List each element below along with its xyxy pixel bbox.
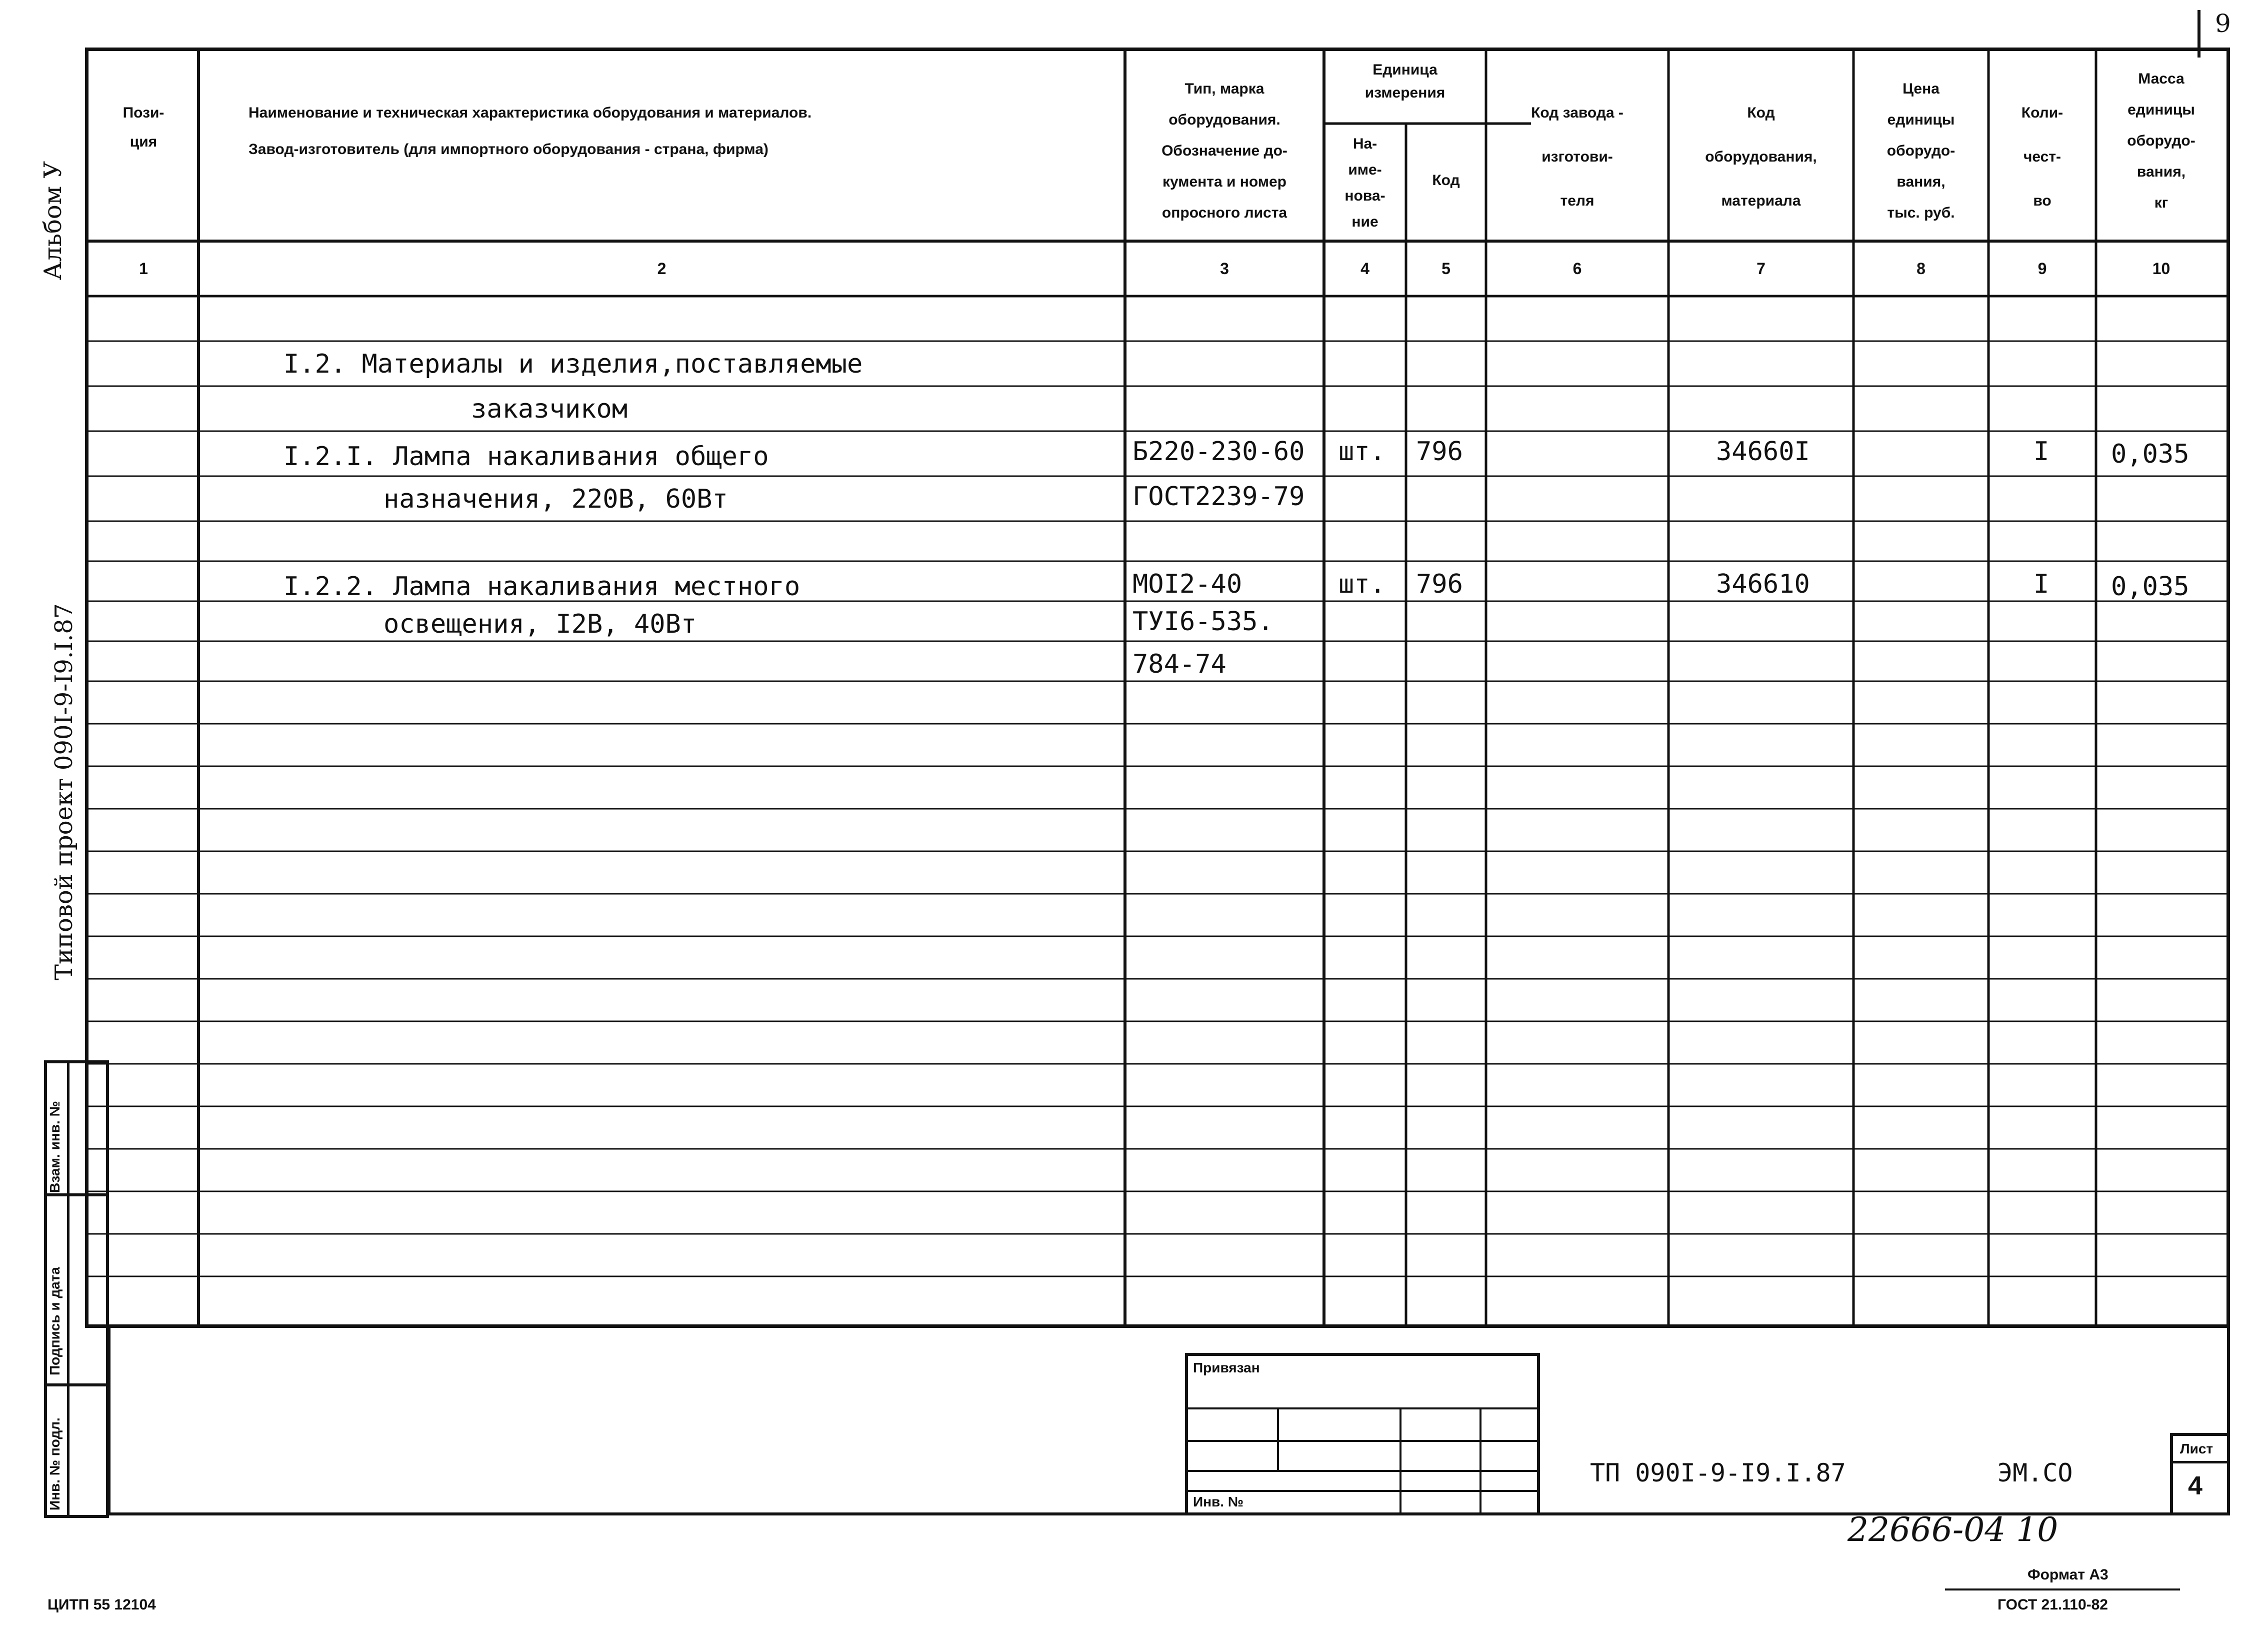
item1-name-line-1: I.2.I. Лампа накаливания общего: [284, 442, 769, 472]
header-unit-code: Код: [1432, 172, 1460, 189]
header-position: Пози- ция: [122, 105, 164, 150]
sheet-number: 4: [2188, 1471, 2202, 1500]
item2-unit-code: 796: [1416, 569, 1463, 599]
item2-type-line-1: МОI2-40: [1132, 569, 1242, 599]
section-title-line-2: заказчиком: [471, 394, 628, 424]
binding-stamp-grid: [1188, 1356, 1537, 1512]
project-label: Типовой проект 090I-9-I9.I.87: [50, 603, 78, 980]
colnum-7: 7: [1756, 260, 1766, 278]
sheet-box: [2170, 1433, 2230, 1515]
side-field-replace-inv: Взам. инв. №: [47, 1101, 62, 1193]
item2-mass: 0,035: [2111, 572, 2190, 602]
header-quantity: Коли- чест- во: [2021, 105, 2064, 209]
colnum-6: 6: [1572, 260, 1582, 278]
item1-quantity: I: [2034, 437, 2050, 467]
specification-table: [85, 48, 2230, 1328]
header-type: Тип, марка оборудования. Обозначение до- кумента и номер опросного листа: [1162, 81, 1288, 221]
item2-name-line-2: освещения, I2В, 40Вт: [384, 609, 697, 639]
section-title-line-1: I.2. Материалы и изделия,поставляемые: [284, 349, 863, 379]
colnum-2: 2: [657, 260, 666, 278]
side-field-signature-date: Подпись и дата: [47, 1267, 62, 1375]
item2-type-line-3: 784-74: [1132, 649, 1226, 679]
item2-name-line-1: I.2.2. Лампа накаливания местного: [284, 572, 800, 602]
side-field-inv-original: Инв. № подл.: [47, 1417, 62, 1510]
footer-format: Формат А3: [2028, 1566, 2108, 1583]
binding-stamp: [1185, 1353, 1540, 1515]
item2-material-code: 346610: [1716, 569, 1810, 599]
header-name-2: Завод-изготовитель (для импортного оборудования - страна, фирма): [248, 141, 768, 158]
item1-material-code: 34660I: [1716, 437, 1810, 467]
item1-type-line-1: Б220-230-60: [1132, 437, 1305, 467]
item1-type-line-2: ГОСТ2239-79: [1132, 482, 1305, 512]
item1-unit-code: 796: [1416, 437, 1463, 467]
inventory-number-label: Инв. №: [1193, 1494, 1244, 1509]
item2-quantity: I: [2034, 569, 2050, 599]
header-name-1: Наименование и техническая характеристика оборудования и материалов.: [248, 105, 812, 121]
album-label: Альбом У: [39, 161, 67, 280]
header-unit-group: Единица измерения: [1364, 62, 1446, 101]
binding-stamp-label: Привязан: [1193, 1360, 1260, 1375]
header-mass: Масса единицы оборудо- вания, кг: [2127, 71, 2196, 211]
footer-org: ЦИТП 55 12104: [48, 1596, 156, 1613]
colnum-5: 5: [1442, 260, 1450, 278]
item2-unit: шт.: [1338, 569, 1386, 599]
header-unit-name: На- име- нова- ние: [1344, 136, 1386, 230]
title-block: [108, 1325, 2230, 1515]
colnum-9: 9: [2038, 260, 2047, 278]
colnum-4: 4: [1360, 260, 1370, 278]
colnum-10: 10: [2152, 260, 2170, 278]
header-price: Цена единицы оборудо- вания, тыс. руб.: [1886, 81, 1956, 221]
colnum-3: 3: [1220, 260, 1229, 278]
colnum-8: 8: [1916, 260, 1926, 278]
document-mark: ЭМ.СО: [1998, 1458, 2073, 1487]
page-number: 9: [2215, 9, 2231, 38]
item1-unit: шт.: [1338, 437, 1386, 467]
document-code: ТП 090I-9-I9.I.87: [1590, 1458, 1846, 1487]
header-material-code: Код оборудования, материала: [1705, 105, 1817, 209]
footer-standard: ГОСТ 21.110-82: [1998, 1596, 2108, 1613]
footer-rule: [1945, 1588, 2180, 1590]
sheet-label: Лист: [2180, 1441, 2214, 1456]
header-factory-code: Код завода - изготови- теля: [1531, 105, 1624, 209]
item1-name-line-2: назначения, 220В, 60Вт: [384, 484, 728, 514]
item1-mass: 0,035: [2111, 439, 2190, 469]
item2-type-line-2: ТУI6-535.: [1132, 607, 1274, 637]
handwritten-number: 22666-04 10: [1848, 1510, 2058, 1549]
colnum-1: 1: [139, 260, 148, 278]
